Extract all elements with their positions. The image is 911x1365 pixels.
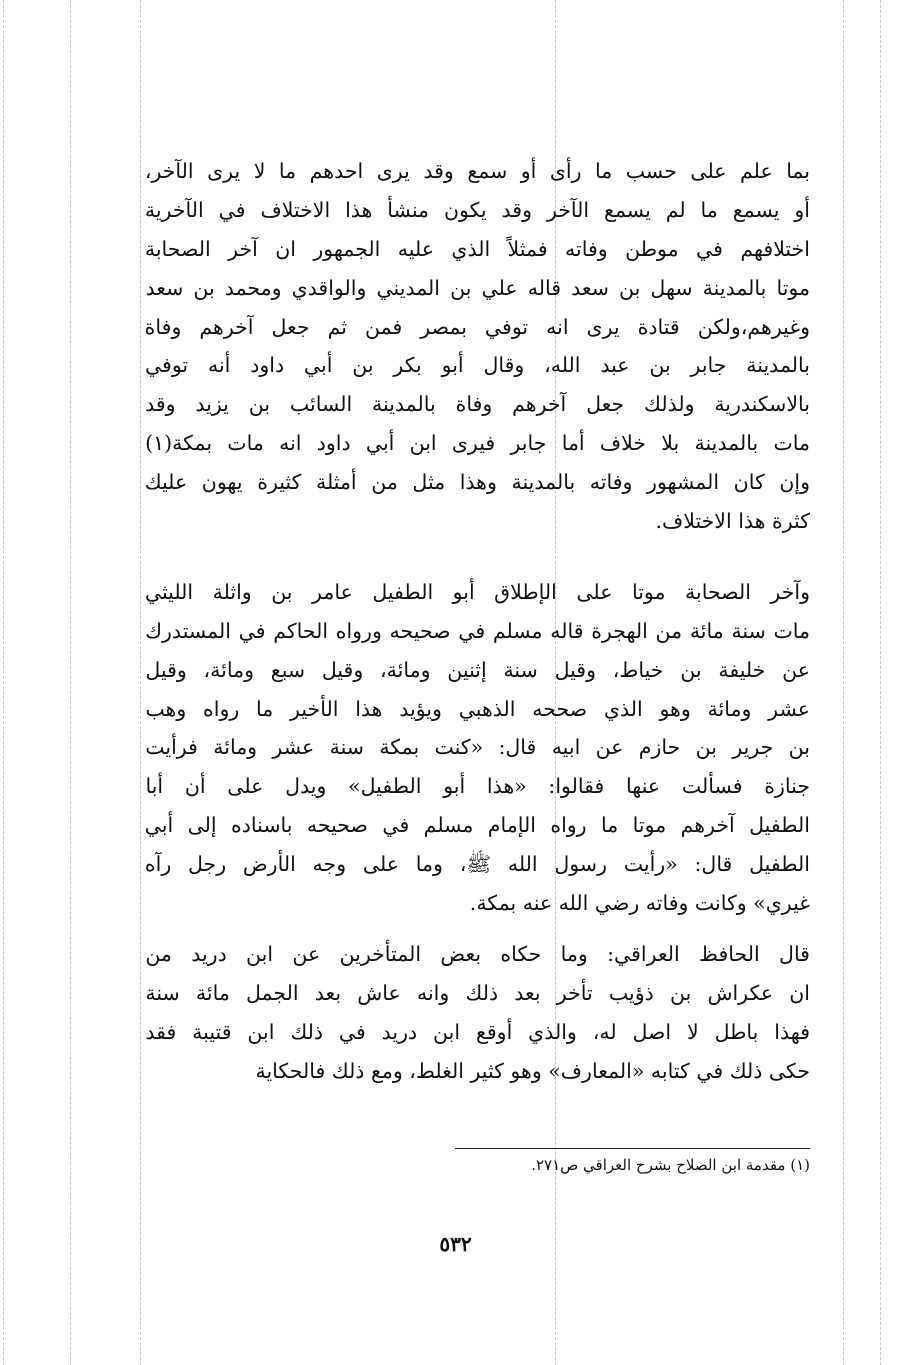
footnote-divider — [455, 1148, 810, 1149]
text-line: حكى ذلك في كتابه «المعارف» وهو كثير الغلط، ومع ذلك فالحكاية — [255, 1058, 810, 1083]
text-line: غيري» وكانت وفاته رضي الله عنه بمكة. — [469, 891, 810, 916]
text-line: وإن كان المشهور وفاته بالمدينة وهذا مثل من أمثلة كثيرة يهون عليك — [144, 470, 810, 495]
text-line: مات سنة مائة من الهجرة قاله مسلم في صحيحه ورواه الحاكم في المستدرك — [145, 618, 810, 643]
text-line: وغيرهم،ولكن قتادة يرى انه توفي بمصر فمن ثم جعل آخرهم وفاة — [144, 314, 810, 339]
text-line: فهذا باطل لا اصل له، والذي أوقع ابن دريد في ذلك ابن قتيبة فقد — [145, 1019, 810, 1044]
guide-line — [140, 0, 141, 1365]
text-line: عن خليفة بن خياط، وقيل سنة إثنين ومائة، وقيل سبع ومائة، وقيل — [145, 657, 810, 682]
text-line: الطفيل قال: «رأيت رسول الله ﷺ، وما على وجه الأرض رجل رآه — [144, 852, 810, 877]
text-line: وآخر الصحابة موتا على الإطلاق أبو الطفيل عامر بن واثلة الليثي — [144, 579, 810, 604]
text-line: اختلافهم في موطن وفاته فمثلاً الذي عليه الجمهور ان آخر الصحابة — [144, 236, 810, 261]
page-body — [145, 152, 810, 1090]
guide-line — [70, 0, 71, 1365]
text-line: أو يسمع ما لم يسمع الآخر وقد يكون منشأ هذا الاختلاف في الآخرية — [144, 197, 810, 222]
text-line: بما علم على حسب ما رأى أو سمع وقد يرى احدهم ما لا يرى الآخر، — [144, 159, 810, 183]
text-line: كثرة هذا الاختلاف. — [655, 509, 810, 534]
page-number: ٥٣٢ — [439, 1232, 472, 1256]
text-line: جنازة فسألت عنها فقالوا: «هذا أبو الطفيل» ويدل على أن أبا — [145, 774, 810, 799]
text-line: بالاسكندرية ولذلك جعل آخرهم وفاة بالمدينة السائب بن يزيد وقد — [145, 392, 810, 417]
text-line: ان عكراش بن ذؤيب تأخر بعد ذلك وانه عاش بعد الجمل مائة سنة — [145, 980, 810, 1005]
guide-line — [843, 0, 844, 1365]
paragraph — [145, 152, 810, 541]
text-line: مات بالمدينة بلا خلاف أما جابر فيرى ابن أبي داود انه مات بمكة(١) — [145, 431, 810, 456]
footnote: (١) مقدمة ابن الصلاح بشرح العراقي ص٢٧١. — [531, 1156, 810, 1174]
text-line: بن جرير بن حازم عن ابيه قال: «كنت بمكة سنة عشر ومائة فرأيت — [145, 735, 810, 760]
paragraph — [145, 935, 810, 1091]
paragraph — [145, 573, 810, 923]
text-line: موتا بالمدينة سهل بن سعد قاله علي بن المديني والواقدي ومحمد بن سعد — [145, 275, 810, 300]
text-line: قال الحافظ العراقي: وما حكاه بعض المتأخرين عن ابن دريد من — [145, 941, 810, 966]
text-line: عشر ومائة وهو الذي صححه الذهبي ويؤيد هذا الأخير ما رواه وهب — [145, 696, 810, 721]
text-line: بالمدينة جابر بن عبد الله، وقال أبو بكر بن أبي داود أنه توفي — [144, 353, 810, 378]
guide-line — [880, 0, 881, 1365]
guide-line — [3, 0, 4, 1365]
text-line: الطفيل آخرهم موتا ما رواه الإمام مسلم في صحيحه باسناده إلى أبي — [144, 813, 810, 838]
